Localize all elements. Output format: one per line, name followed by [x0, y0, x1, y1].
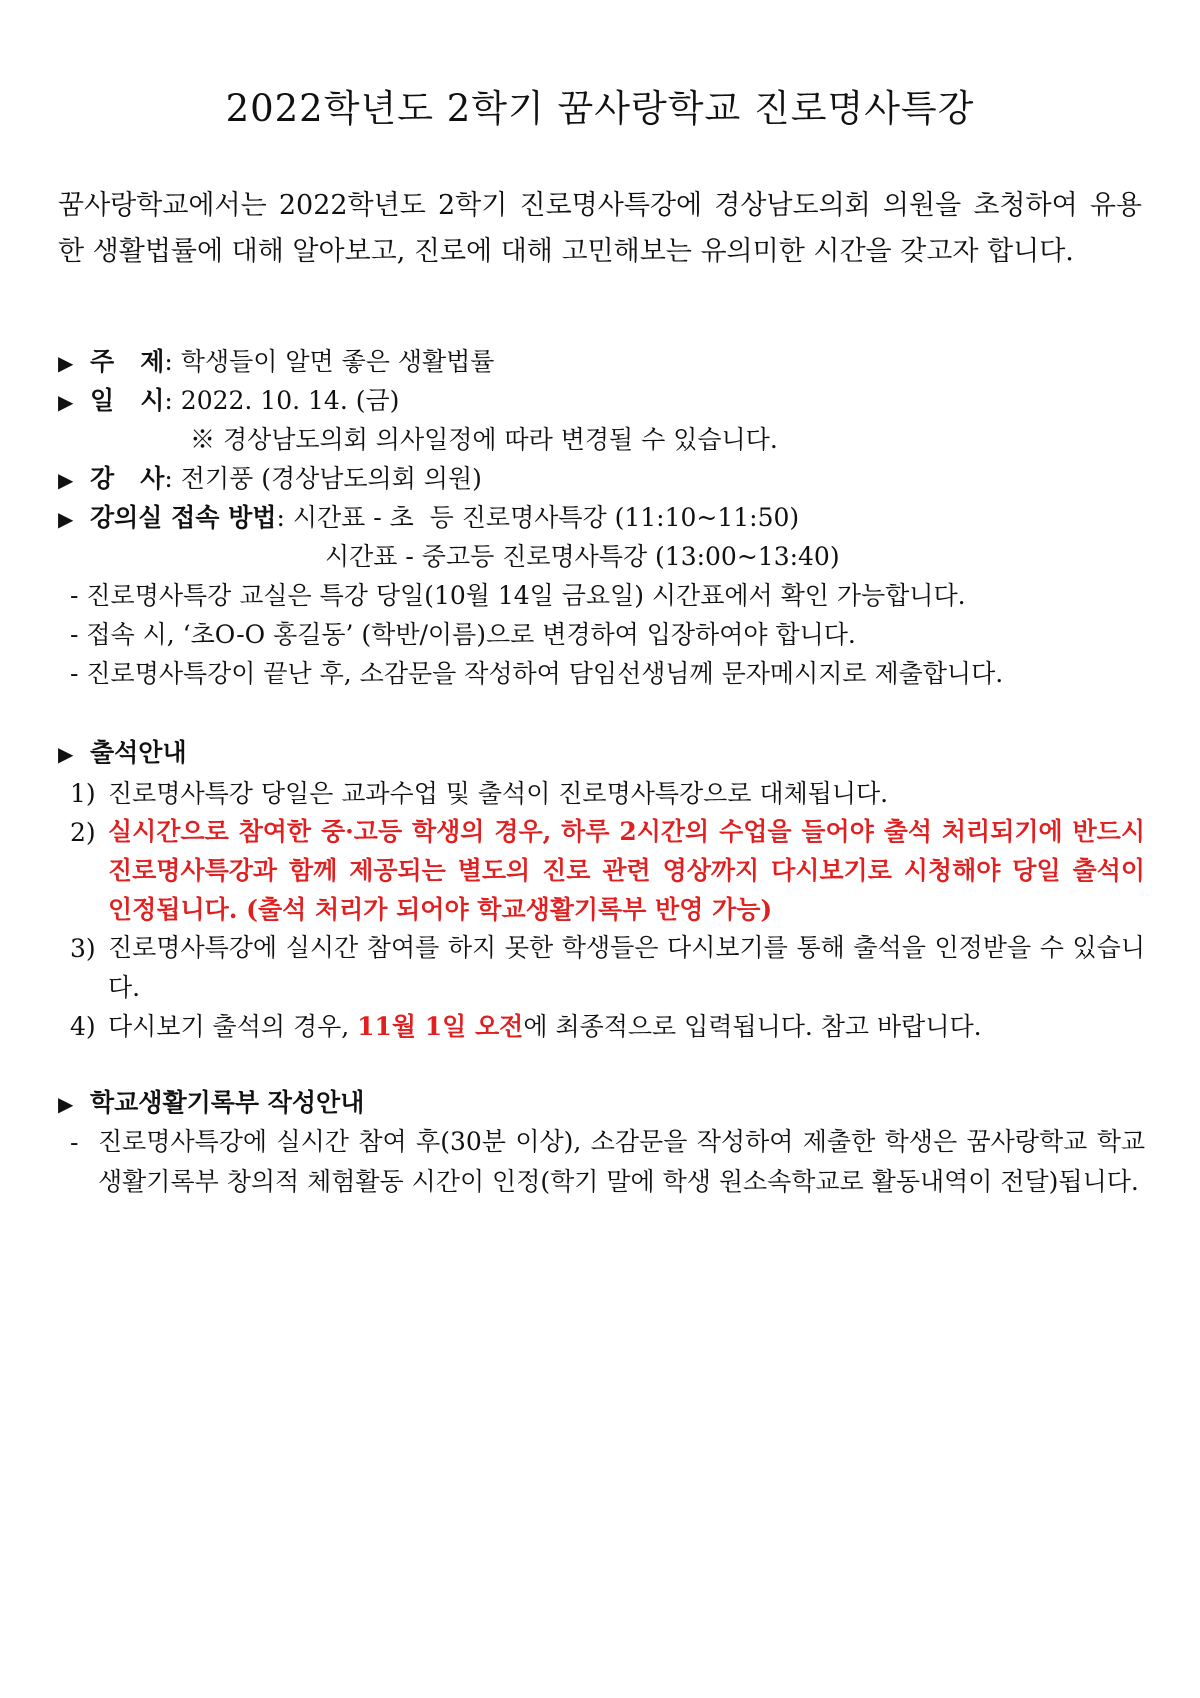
- date-label: 일 시: [90, 386, 165, 415]
- note-item: - 진로명사특강 교실은 특강 당일(10월 14일 금요일) 시간표에서 확인 가능합니다.: [70, 581, 966, 610]
- right-triangle-icon: ▶: [58, 507, 74, 531]
- record-heading-text: 학교생활기록부 작성안내: [90, 1088, 365, 1117]
- attendance-item: [70, 1006, 1145, 1047]
- access-value-1: : 시간표 - 초 등 진로명사특강 (11:10~11:50): [276, 503, 800, 532]
- right-triangle-icon: ▶: [58, 742, 74, 766]
- record-paragraph: [70, 1122, 1145, 1202]
- right-triangle-icon: ▶: [58, 468, 74, 492]
- note-item: - 진로명사특강이 끝난 후, 소감문을 작성하여 담임선생님께 문자메시지로 제출합니다.: [70, 659, 1004, 688]
- record-heading: [58, 1083, 364, 1124]
- intro-paragraph: 꿈사랑학교에서는 2022학년도 2학기 진로명사특강에 경상남도의회 의원을 초청하여 유용한 생활법률에 대해 알아보고, 진로에 대해 고민해보는 유의미한 시간을 갖고자 합니다.: [58, 190, 1142, 267]
- note-item: - 접속 시, ‘초O-O 홍길동’ (학반/이름)으로 변경하여 입장하여야 합니다.: [70, 620, 856, 649]
- item-number: 1): [70, 779, 96, 808]
- lecturer-label: 강 사: [90, 464, 165, 493]
- right-triangle-icon: ▶: [58, 351, 74, 375]
- item-text-highlighted: 실시간으로 참여한 중·고등 학생의 경우, 하루 2시간의 수업을 들어야 출석 처리되기에 반드시 진로명사특강과 함께 제공되는 별도의 진로 관련 영상까지 다시보기로 시청해야 당일 출석이 인정됩니다. (출석 처리가 되어야 학교생활기록부 반영 가능): [108, 817, 1145, 924]
- access-label: 강의실 접속 방법: [90, 503, 277, 532]
- attendance-item-highlighted: [70, 812, 1145, 929]
- attendance-item: [70, 773, 1145, 814]
- lecturer-line: [58, 459, 482, 500]
- topic-value: : 학생들이 알면 좋은 생활법률: [164, 347, 495, 376]
- item-text-before: 다시보기 출석의 경우,: [108, 1012, 358, 1041]
- date-note: ※ 경상남도의회 의사일정에 따라 변경될 수 있습니다.: [190, 425, 778, 454]
- date-line: [58, 381, 399, 422]
- item-text: 진로명사특강 당일은 교과수업 및 출석이 진로명사특강으로 대체됩니다.: [108, 779, 889, 808]
- date-value: : 2022. 10. 14. (금): [164, 386, 400, 415]
- dash-marker: -: [70, 1128, 79, 1157]
- right-triangle-icon: ▶: [58, 390, 74, 414]
- access-line: [58, 498, 799, 539]
- topic-line: [58, 342, 494, 383]
- right-triangle-icon: ▶: [58, 1092, 74, 1116]
- access-value-2: 시간표 - 중고등 진로명사특강 (13:00~13:40): [325, 542, 840, 571]
- item-text-after: 에 최종적으로 입력됩니다. 참고 바랍니다.: [523, 1012, 982, 1041]
- attendance-heading: [58, 733, 187, 774]
- item-number: 2): [70, 818, 96, 847]
- page-title: 2022학년도 2학기 꿈사랑학교 진로명사특강: [225, 87, 975, 130]
- lecturer-value: : 전기풍 (경상남도의회 의원): [164, 464, 482, 493]
- item-text: 진로명사특강에 실시간 참여를 하지 못한 학생들은 다시보기를 통해 출석을 인정받을 수 있습니다.: [108, 933, 1145, 1002]
- attendance-heading-text: 출석안내: [90, 738, 187, 767]
- item-text: [108, 1006, 1145, 1047]
- item-number: 3): [70, 934, 96, 963]
- topic-label: 주 제: [90, 347, 165, 376]
- attendance-item: [70, 928, 1145, 1008]
- record-text: 진로명사특강에 실시간 참여 후(30분 이상), 소감문을 작성하여 제출한 학생은 꿈사랑학교 학교생활기록부 창의적 체험활동 시간이 인정(학기 말에 학생 원소속학교로 활동내역이 전달)됩니다.: [98, 1127, 1145, 1196]
- item-number: 4): [70, 1012, 96, 1041]
- deadline-highlight: 11월 1일 오전: [357, 1012, 524, 1041]
